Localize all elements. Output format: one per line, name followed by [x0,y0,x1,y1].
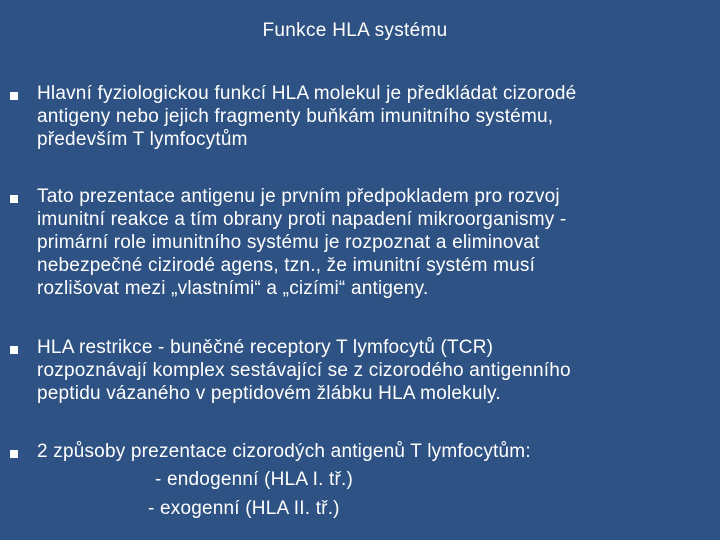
square-bullet-icon [10,92,18,100]
bullet-text: Tato prezentace antigenu je prvním předpokladem pro rozvoj imunitní reakce a tím obrany proti napadení mikroorganismy - primární role imunitního systému je rozpoznat a eliminovat nebezpečné cizirodé agens, tzn., že imunitní systém musí rozlišovat mezi „vlastními“ a „cizími“ antigeny. [37,186,567,299]
bullet-text: HLA restrikce - buněčné receptory T lymfocytů (TCR) rozpoznávají komplex sestávající se z cizorodého antigenního peptidu vázaného v peptidovém žlábku HLA molekuly. [37,337,571,404]
sub-item-exogenous: - exogenní (HLA II. tř.) [148,498,340,519]
square-bullet-icon [10,346,18,354]
sub-item-endogenous: - endogenní (HLA I. tř.) [155,469,354,490]
square-bullet-icon [10,450,18,458]
bullet-text: 2 způsoby prezentace cizorodých antigenů T lymfocytům: [37,441,531,462]
bullet-text: Hlavní fyziologickou funkcí HLA molekul je předkládat cizorodé antigeny nebo jejich fragmenty buňkám imunitního systému, především T lymfocytům [37,83,577,150]
slide-title: Funkce HLA systému [262,20,448,41]
square-bullet-icon [10,195,18,203]
